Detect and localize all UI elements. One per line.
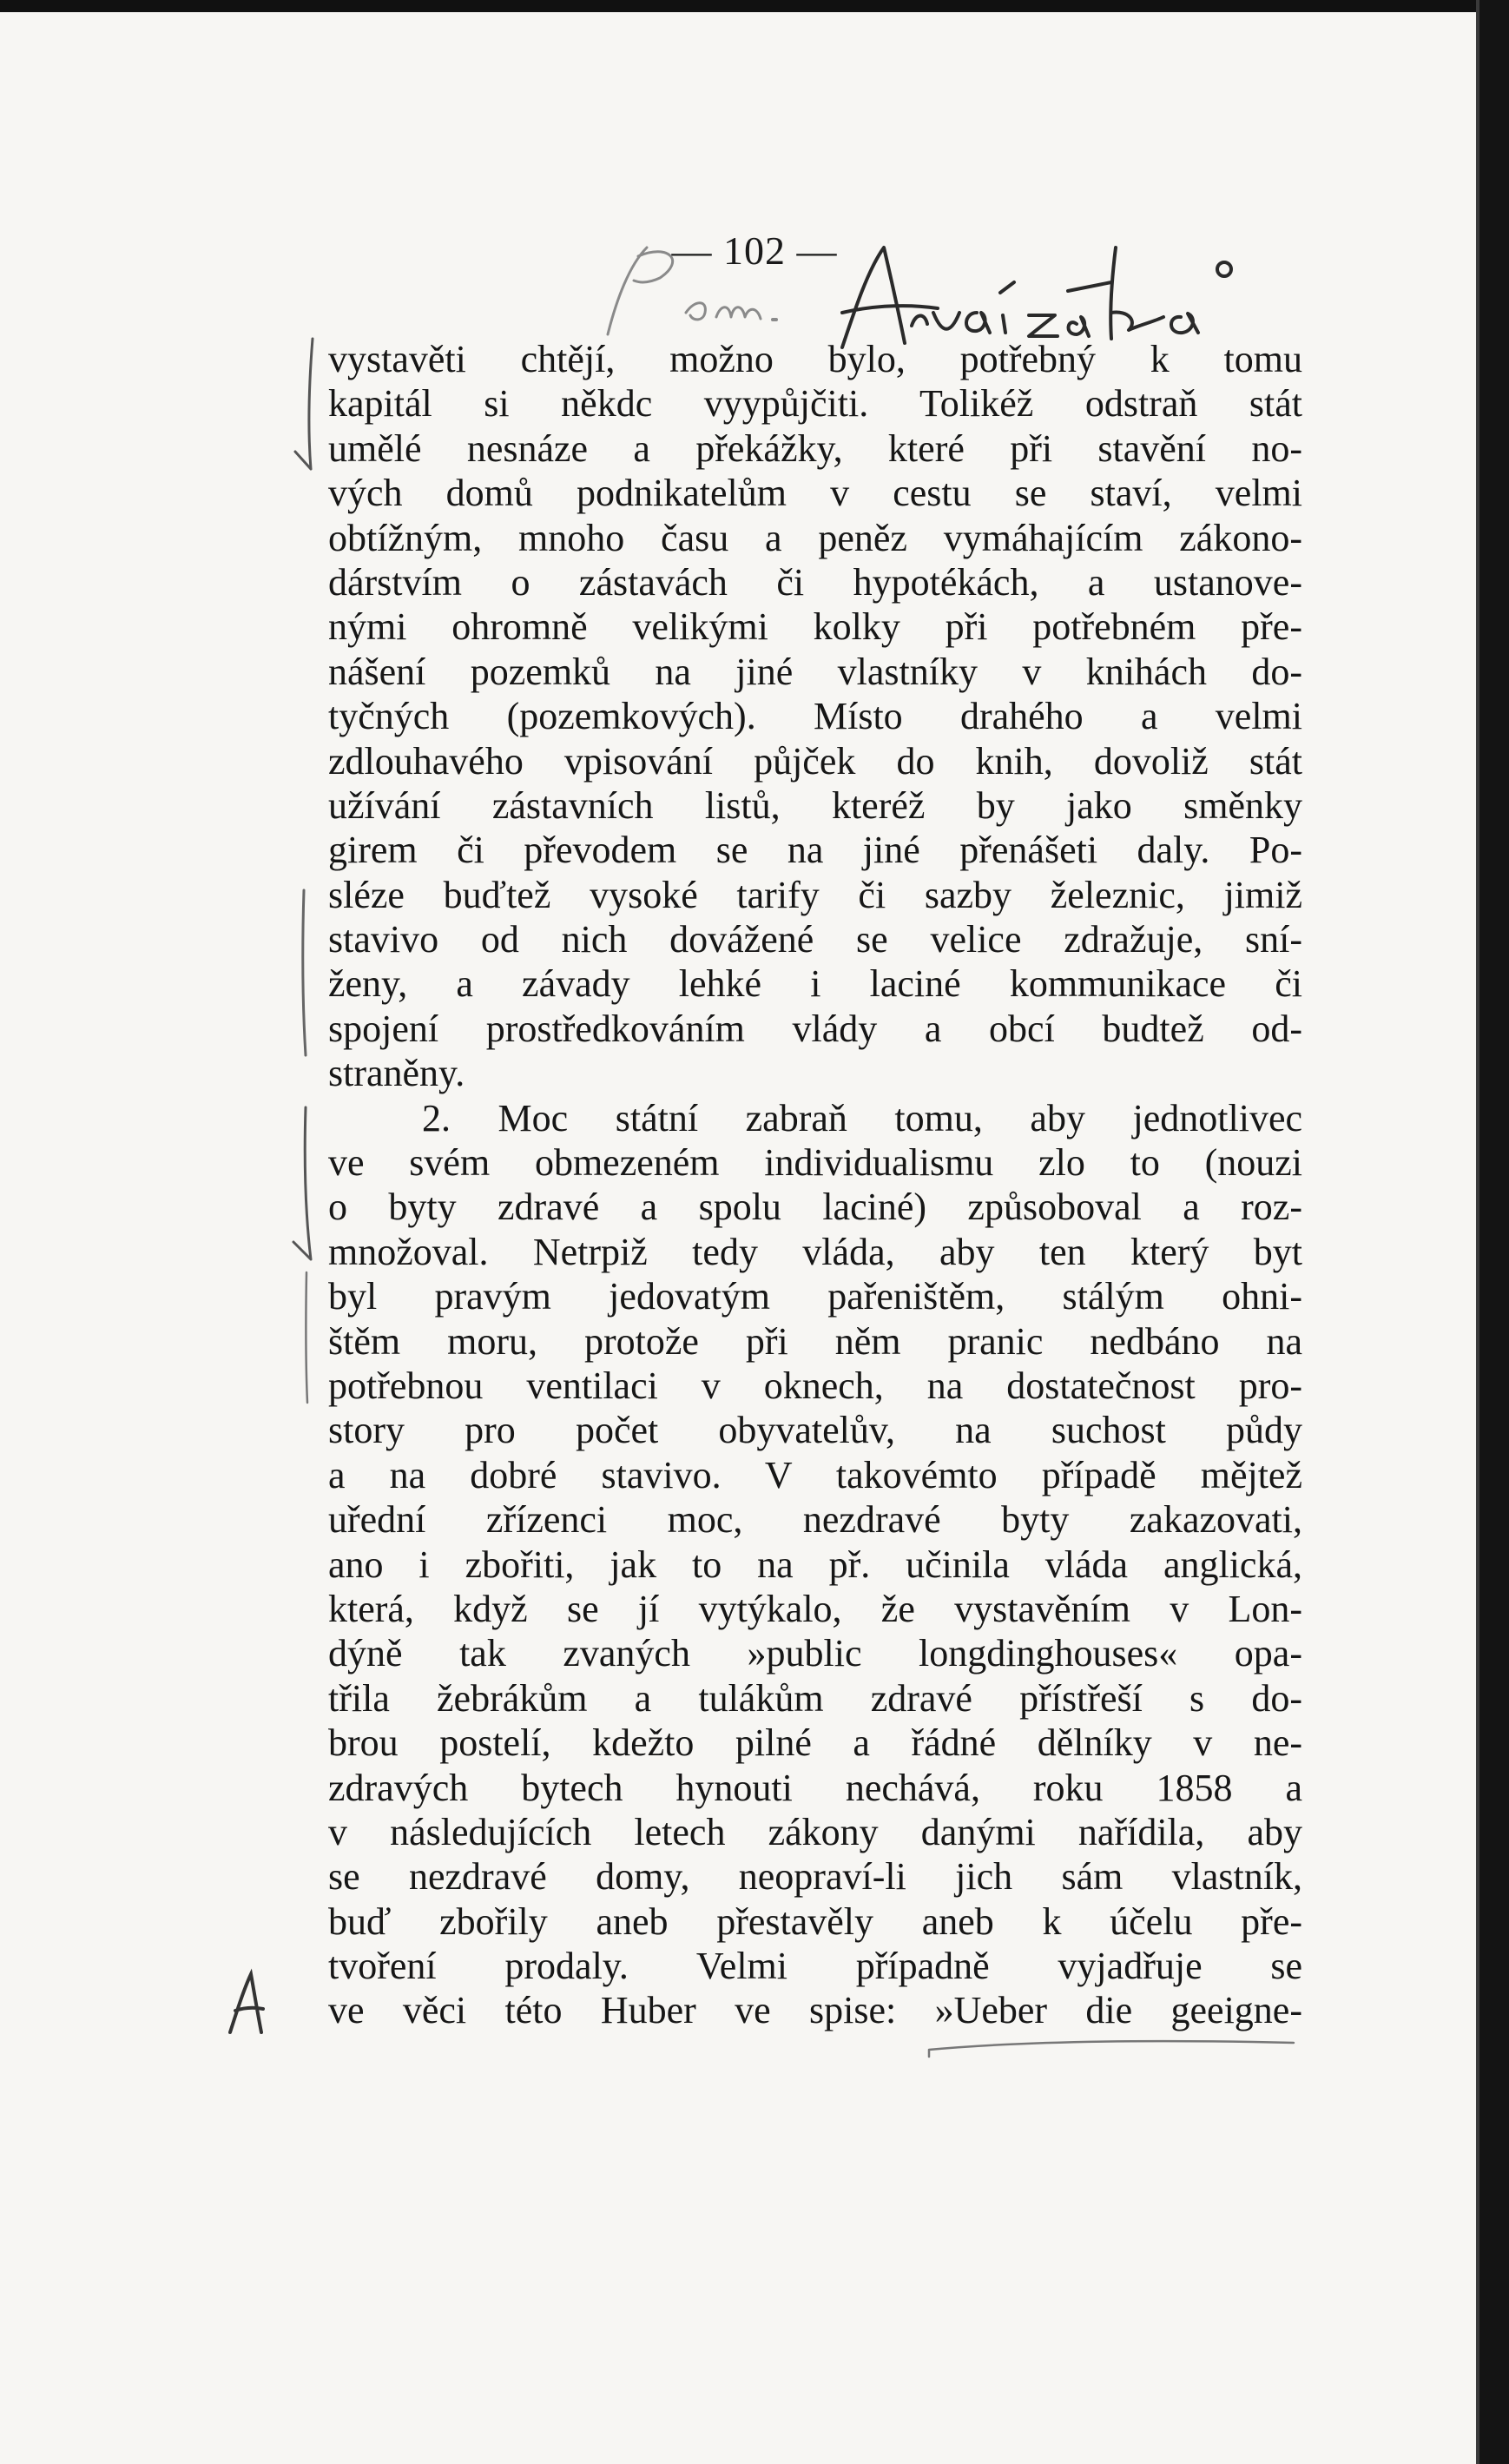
text-line: zdlouhavého vpisování půjček do knih, dovoliž stát — [328, 739, 1302, 783]
text-line: se nezdravé domy, neopraví-li jich sám vlastník, — [328, 1855, 1302, 1899]
text-line: dárstvím o zástavách či hypotékách, a ustanove- — [328, 560, 1302, 604]
body-text — [328, 337, 1302, 2033]
text-line: stavivo od nich dovážené se velice zdražuje, sní- — [328, 918, 1302, 961]
text-line: ano i zbořiti, jak to na př. učinila vláda anglická, — [328, 1542, 1302, 1586]
text-line: nášení pozemků na jiné vlastníky v knihách do- — [328, 650, 1302, 693]
margin-pencil-bracket-top — [287, 330, 330, 478]
text-line: dýně tak zvaných »public longdinghouses« opa- — [328, 1632, 1302, 1675]
text-line: množoval. Netrpiž tedy vláda, aby ten který byt — [328, 1230, 1302, 1273]
text-line: straněny. — [328, 1052, 465, 1095]
text-line: vých domů podnikatelům v cestu se staví, velmi — [328, 472, 1302, 515]
text-line: štěm moru, protože při něm pranic nedbáno na — [328, 1319, 1302, 1363]
margin-pencil-bracket-lower — [287, 1103, 330, 1268]
text-line: o byty zdravé a spolu laciné) způsoboval a roz- — [328, 1186, 1302, 1229]
text-line: nými ohromně velikými kolky při potřebném pře- — [328, 605, 1302, 649]
text-line: 2. Moc státní zabraň tomu, aby jednotlivec — [422, 1096, 1302, 1140]
text-line: buď zbořily aneb přestavěly aneb k účelu pře- — [328, 1899, 1302, 1943]
text-line: tvoření prodaly. Velmi případně vyjadřuje se — [328, 1945, 1302, 1988]
text-line: zdravých bytech hynouti nechává, roku 1858 a — [328, 1766, 1302, 1809]
text-line: která, když se jí vytýkalo, že vystavěním v Lon- — [328, 1587, 1302, 1630]
text-line: kapitál si někdc vyypůjčiti. Tolikéž odstraň stát — [328, 382, 1302, 426]
text-line: byl pravým jedovatým pařeništěm, stálým ohni- — [328, 1275, 1302, 1318]
text-line: ženy, a závady lehké i laciné kommunikace či — [328, 962, 1302, 1006]
pencil-underline — [920, 2032, 1302, 2058]
text-line: uřední zřízenci moc, nezdravé byty zakazovati, — [328, 1498, 1302, 1542]
text-line: story pro počet obyvatelův, na suchost půdy — [328, 1409, 1302, 1452]
text-line: potřebnou ventilaci v oknech, na dostatečnost pro- — [328, 1364, 1302, 1407]
text-line: girem či převodem se na jiné přenášeti daly. Po- — [328, 829, 1302, 872]
scan-edge-top — [0, 0, 1509, 12]
text-line: ve věci této Huber ve spise: »Ueber die geeigne- — [328, 1989, 1302, 2032]
margin-pencil-bracket-middle — [288, 886, 323, 1060]
text-line: spojení prostředkováním vlády a obcí budtež od- — [328, 1007, 1302, 1050]
text-line: v následujících letech zákony danými nařídila, aby — [328, 1810, 1302, 1853]
text-line: tyčných (pozemkových). Místo drahého a velmi — [328, 695, 1302, 738]
text-line: vystavěti chtějí, možno bylo, potřebný k tomu — [328, 338, 1302, 380]
page-number: — 102 — — [671, 228, 838, 273]
text-line: umělé nesnáze a překážky, které při stavění no- — [328, 426, 1302, 470]
text-line: užívání zástavních listů, kteréž by jako směnky — [328, 783, 1302, 827]
margin-letter-mark — [221, 1967, 273, 2037]
text-line: sléze buďtež vysoké tarify či sazby železnic, jimiž — [328, 873, 1302, 916]
scan-edge-right — [1479, 0, 1509, 2464]
text-line: a na dobré stavivo. V takovémto případě mějtež — [328, 1453, 1302, 1496]
text-line: ve svém obmezeném individualismu zlo to (nouzi — [328, 1141, 1302, 1185]
handwritten-note-text — [0, 0, 7, 1]
text-line: brou postelí, kdežto pilné a řádné dělníky v ne- — [328, 1721, 1302, 1765]
margin-pencil-bracket-bottom — [293, 1268, 320, 1407]
text-line: třila žebrákům a tulákům zdravé přístřeší s do- — [328, 1676, 1302, 1720]
text-line: obtížným, mnoho času a peněz vymáhajícím zákono- — [328, 516, 1302, 559]
